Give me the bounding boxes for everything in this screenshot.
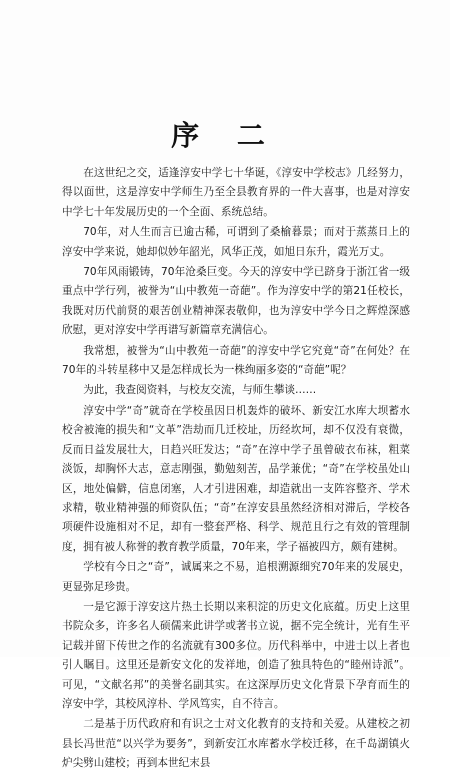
paragraph: 为此，我查阅资料，与校友交流，与师生攀谈…… xyxy=(83,384,317,397)
paragraph: 在这世纪之交，适逢淳安中学七十华诞，《淳安中学校志》几经努力，得以面世，这是淳安中学师生乃至全县教育界的一件大喜事，也是对淳安中学七十年发展历史的一个全面、系统总结。 xyxy=(62,167,410,218)
paragraph: 70年风雨锻铸，70年沧桑巨变。今天的淳安中学已跻身于浙江省一级重点中学行列，被誉为“山中教苑一奇葩”。作为淳安中学的第21任校长，我既对历代前贤的艰苦创业精神深表敬仰，也为淳安中学今日之辉煌深感欣慰，更对淳安中学再谱写新篇章充满信心。 xyxy=(62,266,410,337)
document-body xyxy=(62,164,410,774)
paragraph: 70年，对人生而言已逾古稀，可谓到了桑榆暮景；而对于蒸蒸日上的淳安中学来说，她却似妙年韶光，风华正茂，如旭日东升，霞光万丈。 xyxy=(62,226,410,258)
paragraph: 一是它源于淳安这片热土长期以来积淀的历史文化底蕴。历史上这里书院众多，许多名人硕儒来此讲学或著书立说，据不完全统计，光有生平记载并留下传世之作的名流就有300多位。历代科举中，中进士以上者也引人瞩目。这里还是新安文化的发祥地，创造了独具特色的“睦州诗派”。可见，“文献名邦”的美誉名副其实。在这深厚历史文化背景下孕育而生的淳安中学，其校风淳朴、学风笃实，自不待言。 xyxy=(62,600,410,710)
paragraph: 我常想，被誉为“山中教苑一奇葩”的淳安中学它究竟“奇”在何处？在70年的斗转星移中又是怎样成长为一株绚丽多姿的“奇葩”呢？ xyxy=(62,344,410,377)
paragraph: 二是基于历代政府和有识之士对文化教育的支持和关爱。从建校之初县长冯世范“以兴学为要务”，到新安江水库蓄水学校迁移，在千岛湖镇火炉尖劈山建校；再到本世纪末县 xyxy=(62,718,410,770)
paragraph: 学校有今日之“奇”，诚属来之不易，追根溯源细究70年来的发展史，更显弥足珍贵。 xyxy=(62,561,410,593)
paragraph: 淳安中学“奇”就奇在学校虽因日机轰炸的破坏、新安江水库大坝蓄水校舍被淹的损失和“文革”浩劫而几迁校址，历经坎坷，却不仅没有衰微，反而日益发展壮大，日趋兴旺发达；“奇”在淳中学子虽曾破衣布袜，粗菜淡饭，却胸怀大志，意志刚强，勤勉刻苦，品学兼优；“奇”在学校虽处山区，地处偏僻，信息闭塞，人才引进困难，却造就出一支阵容整齐、学术求精，敬业精神强的师资队伍；“奇”在淳安县虽然经济相对滞后，学校各项硬件设施相对不足，却有一整套严格、科学、规范且行之有效的管理制度，拥有被人称誉的教育教学质量，70年来，学子福被四方，颇有建树。 xyxy=(62,404,410,553)
page-title: 序 二 xyxy=(171,119,279,152)
